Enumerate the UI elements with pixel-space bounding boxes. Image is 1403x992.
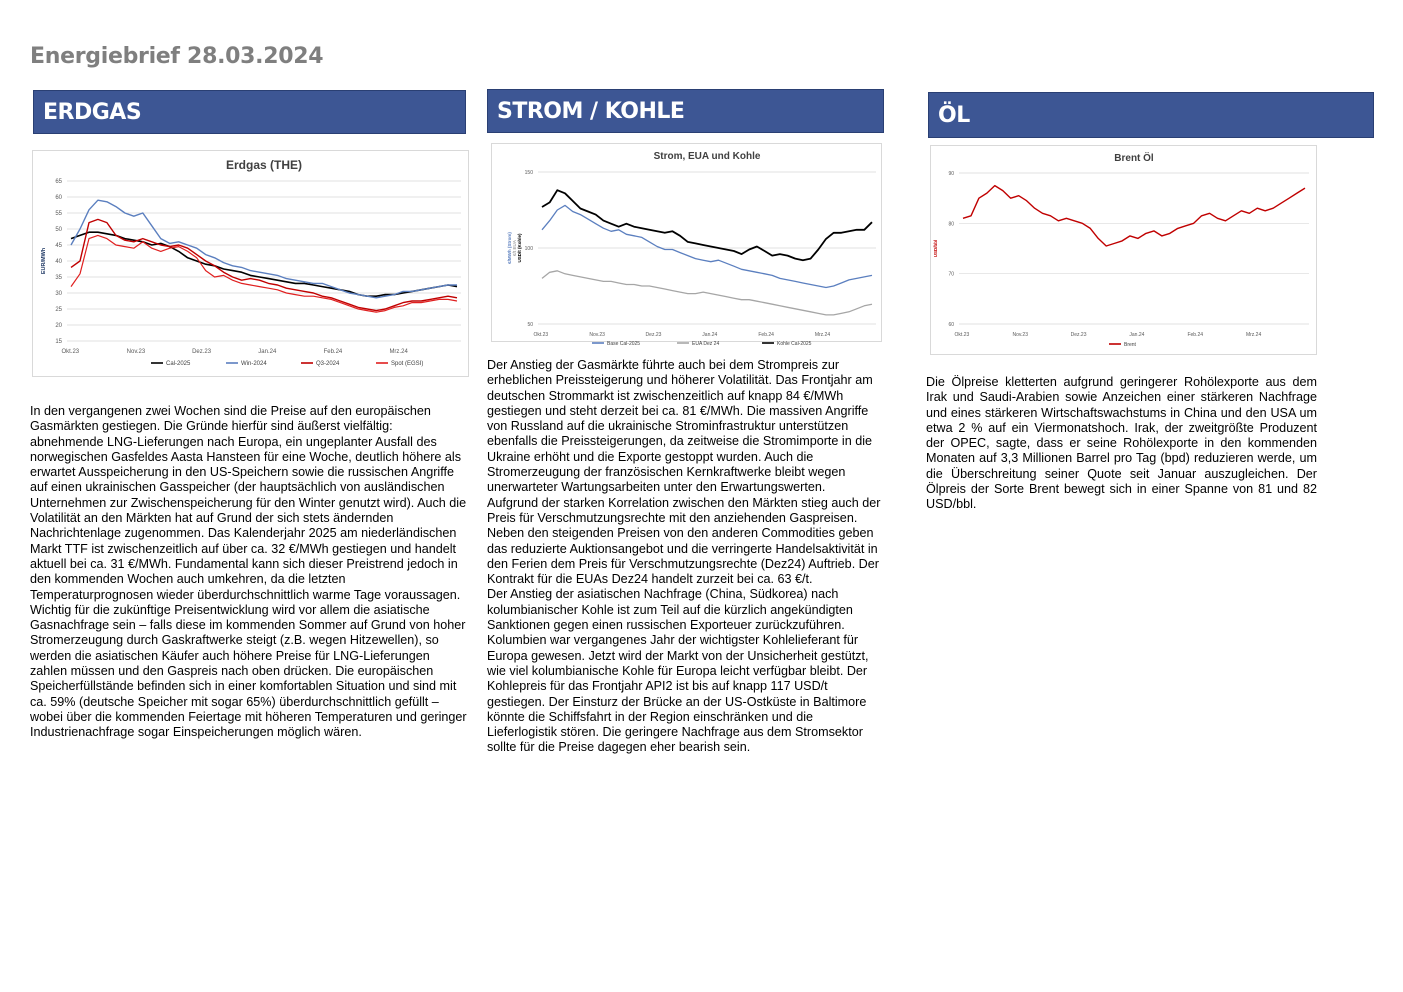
page-title: Energiebrief 28.03.2024 <box>30 44 324 69</box>
y-axis-label: USD/bbl <box>933 239 938 258</box>
y-tick-label: 35 <box>55 275 62 281</box>
x-tick-label: Mrz.24 <box>1245 332 1262 338</box>
erdgas-text: In den vergangenen zwei Wochen sind die Preise auf den europäischen Gasmärkten gestiegen. Die Gründe hierfür sind äußerst vielfältig: abnehmende LNG-Lieferungen nach Europa, ein ungeplanter Ausfall des norwegischen Gasfeldes Aasta Hansteen für eine Woche, deutlich höhere als erwartet Ausspeicherung in den US-Speichern sowie die russischen Angriffe auf einen ukrainischen Gasspeicher (der hauptsächlich von ausländischen Unternehmen zur Zwischenspeicherung für den Winter genutzt wird). Auch die Volatilität an den Märkten hat auf Grund der sich stets ändernden Nachrichtenlage zugenommen. Das Kalenderjahr 2025 am niederländischen Markt TTF ist zwischenzeitlich auf über ca. 32 €/MWh gestiegen und handelt aktuell bei ca. 31 €/MWh. Fundamental kann sich dieser Preistrend jedoch in den kommenden Wochen auch umkehren, da die letzten Temperaturprognosen wieder überdurchschnittlich warme Tage voraussagen. Wichtig für die zukünftige Preisentwicklung wird vor allem die asiatische Gasnachfrage sein – falls diese im kommenden Sommer auf Grund von hoher Stromerzeugung durch Gaskraftwerke steigt (z.B. wegen Hitzewellen), so werden die asiatischen Käufer auch höhere Preise für LNG-Lieferungen zahlen müssen und den Gaspreis nach oben drücken. Die europäischen Speicherfüllstände befinden sich in einer komfortablen Situation und sind mit ca. 59% (deutsche Speicher mit sogar 65%) überdurchschnittlich gefüllt – wobei über die kommenden Feiertage mit höheren Temperaturen und geringer Industrienachfrage sogar Einspeicherungen möglich wären. <box>30 404 467 740</box>
y-axis-label-part: €/t EUA <box>512 239 517 257</box>
legend-label: Spot (EGSI) <box>391 361 424 367</box>
series-line-kohle-cal-2025 <box>542 190 872 260</box>
x-tick-label: Okt.23 <box>533 332 549 338</box>
y-tick-label: 15 <box>55 339 62 345</box>
x-tick-label: Dez.23 <box>645 332 662 338</box>
y-tick-label: 70 <box>948 271 954 278</box>
oel-chart <box>930 145 1317 355</box>
y-tick-label: 25 <box>55 307 62 313</box>
y-tick-label: 45 <box>55 243 62 249</box>
y-tick-label: 50 <box>527 322 533 328</box>
erdgas-chart <box>32 150 469 377</box>
y-axis-label <box>507 232 522 264</box>
strom-chart <box>491 143 882 347</box>
legend-label: Kohle Cal-2025 <box>777 341 812 347</box>
strom-kohle-text <box>487 358 884 756</box>
y-tick-label: 100 <box>524 246 533 252</box>
x-tick-label: Nov.23 <box>1012 332 1028 338</box>
chart-title: Erdgas (THE) <box>225 158 303 172</box>
legend-label: Base Cal-2025 <box>607 341 641 347</box>
strom-paragraph-2: Aufgrund der starken Korrelation zwischen den Märkten stieg auch der Preis für Verschmutzungsrechte mit den anziehenden Gaspreisen. Neben den steigenden Preisen von den anderen Commodities geben das reduzierte Auktionsangebot und die verringerte Handelsaktivität in den Ferien dem Preis für Verschmutzungsrechte (Dez24) Auftrieb. Der Kontrakt für die EUAs Dez24 handelt zurzeit bei ca. 63 €/t. <box>487 495 881 587</box>
y-tick-label: 65 <box>55 179 62 185</box>
series-line-brent <box>963 186 1305 246</box>
y-tick-label: 80 <box>948 221 954 228</box>
x-tick-label: Jan.24 <box>702 332 718 338</box>
x-tick-label: Nov.23 <box>589 332 605 338</box>
oel-header: ÖL <box>928 92 1374 138</box>
y-tick-label: 20 <box>55 323 62 329</box>
strom-paragraph-3: Der Anstieg der asiatischen Nachfrage (China, Südkorea) nach kolumbianischer Kohle ist zum Teil auf die kürzlich angekündigten Sanktionen gegen einen russischen Exporteuer zurückzuführen. Kolumbien war vergangenes Jahr der wichtigster Kohlelieferant für Europa gewesen. Jetzt wird der Markt von der Unsicherheit gestützt, wie viel kolumbianische Kohle für Europa leicht verfügbar bleibt. Der Kohlepreis für das Frontjahr API2 ist bis auf knapp 117 USD/t gestiegen. Der Einsturz der Brücke an der US-Ostküste in Baltimore könnte die Schiffsfahrt in der Region einschränken und die Lieferlogistik stören. Die geringere Nachfrage aus dem Stromsektor sollte für die Preise dagegen eher bearish sein. <box>487 587 869 755</box>
y-axis-label: EUR/MWh <box>41 247 47 275</box>
x-tick-label: Mrz.24 <box>814 332 831 338</box>
strom-kohle-header: STROM / KOHLE <box>487 89 884 133</box>
y-tick-label: 50 <box>55 227 62 233</box>
y-tick-label: 30 <box>55 291 62 297</box>
x-tick-label: Feb.24 <box>323 349 343 355</box>
legend-label: Cal-2025 <box>166 361 191 367</box>
strom-paragraph-1: Der Anstieg der Gasmärkte führte auch bei dem Strompreis zur erheblichen Preissteigerung und höherer Volatilität. Das Frontjahr am deutschen Strommarkt ist zwischenzeitlich auf knapp 84 €/MWh gestiegen und steht derzeit bei ca. 81 €/MWh. Die massiven Angriffe von Russland auf die ukrainische Strominfrastruktur unterstützen ebenfalls die Preissteigerungen, da zeitweise die Stromimporte in die Ukraine erhöht und die Exporte gestoppt wurden. Auch die Stromerzeugung der französischen Kernkraftwerke bleibt wegen unerwarteter Wartungsarbeiten unter den Erwartungswerten. <box>487 358 873 495</box>
y-tick-label: 60 <box>948 322 954 328</box>
series-line-cal-2025 <box>71 232 457 296</box>
chart-title: Strom, EUA und Kohle <box>653 151 761 162</box>
x-tick-label: Feb.24 <box>1187 332 1204 338</box>
legend-label: Q3-2024 <box>316 361 340 367</box>
y-axis-label-part: €/MWh (Strom) <box>507 232 512 264</box>
oel-text: Die Ölpreise kletterten aufgrund geringerer Rohölexporte aus dem Irak und Saudi-Arabien sowie Anzeichen einer stärkeren Nachfrage und eines stärkeren Wirtschaftswachstums in China und den USA um etwa 2 % auf ein Viermonatshoch. Irak, der zweitgrößte Produzent der OPEC, sagte, dass er seine Rohölexporte in den kommenden Monaten auf 3,3 Millionen Barrel pro Tag (bpd) reduzieren werde, um die Überschreitung seiner Quote seit Januar auszugleichen. Der Ölpreis der Sorte Brent bewegt sich in einer Spanne von 81 und 82 USD/bbl. <box>926 375 1317 512</box>
x-tick-label: Feb.24 <box>758 332 774 338</box>
x-tick-label: Jan.24 <box>1129 332 1145 338</box>
legend-label: Brent <box>1124 342 1136 348</box>
x-tick-label: Dez.23 <box>1070 332 1087 338</box>
series-line-spot-egsi- <box>71 235 457 312</box>
y-tick-label: 55 <box>55 211 62 217</box>
erdgas-header: ERDGAS <box>33 90 466 134</box>
legend-label: Win-2024 <box>241 361 267 367</box>
series-line-win-2024 <box>71 200 457 298</box>
x-tick-label: Jan.24 <box>258 349 277 355</box>
x-tick-label: Okt.23 <box>954 332 970 338</box>
series-line-eua-dez-24 <box>542 271 872 315</box>
y-axis-label-part: USD/t (Kohle) <box>517 233 522 263</box>
series-line-q3-2024 <box>71 219 457 310</box>
y-tick-label: 40 <box>55 259 62 265</box>
y-tick-label: 60 <box>55 195 62 201</box>
chart-title: Brent Öl <box>1114 153 1154 164</box>
y-tick-label: 90 <box>948 171 954 177</box>
legend-label: EUA Dez 24 <box>692 341 720 347</box>
x-tick-label: Mrz.24 <box>389 349 408 355</box>
x-tick-label: Okt.23 <box>61 349 80 355</box>
x-tick-label: Nov.23 <box>126 349 146 355</box>
y-tick-label: 150 <box>524 170 533 176</box>
x-tick-label: Dez.23 <box>192 349 212 355</box>
